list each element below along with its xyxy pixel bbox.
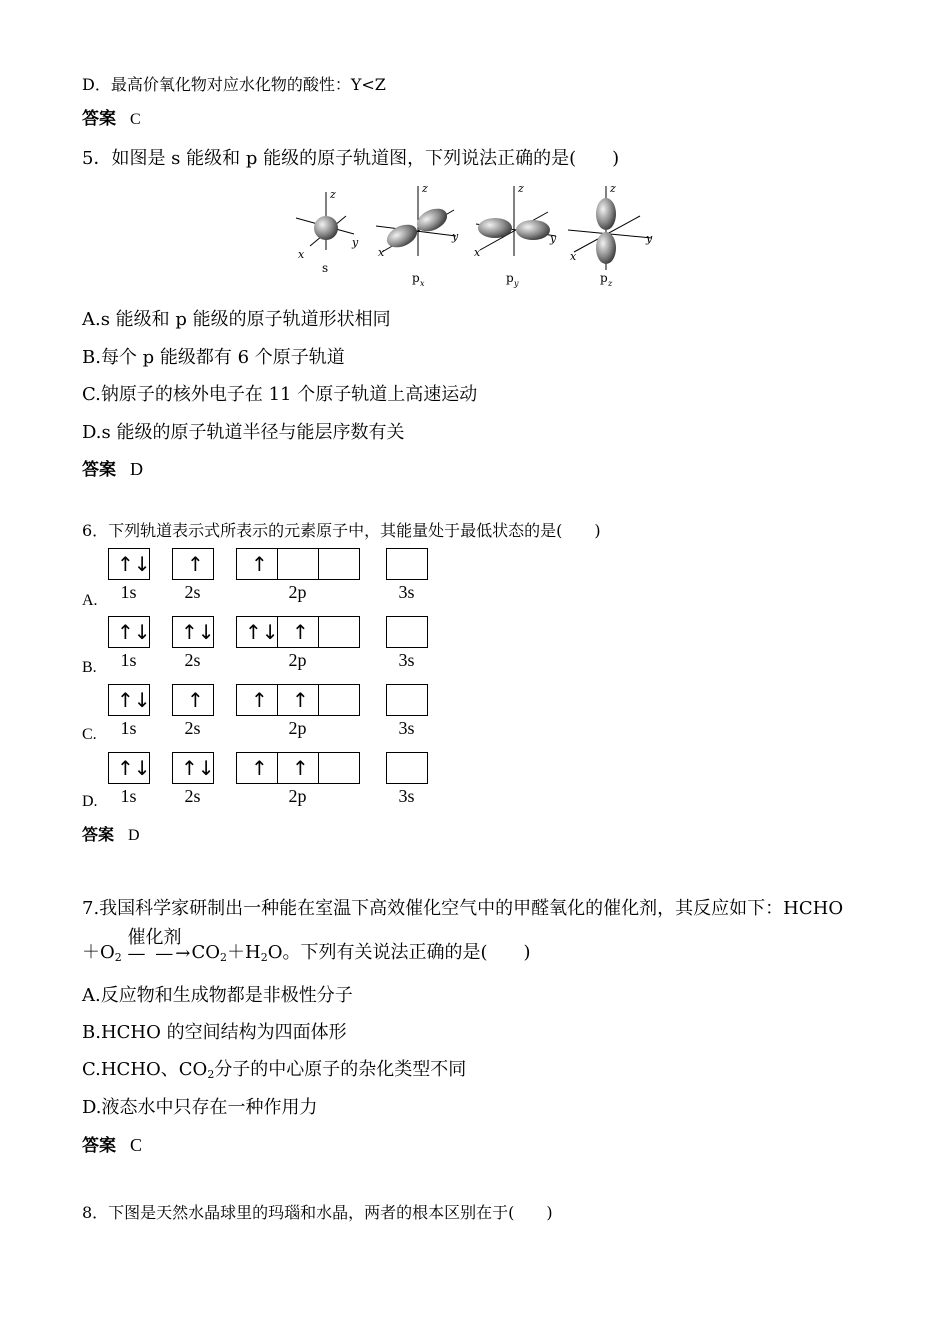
q5-option-b: B.每个 p 能级都有 6 个原子轨道 — [82, 347, 345, 368]
q4-answer — [82, 104, 141, 129]
answer-label: 答案 — [82, 109, 116, 129]
q5-option-d: D.s 能级的原子轨道半径与能层序数有关 — [82, 422, 405, 443]
svg-text:y: y — [352, 236, 359, 249]
svg-text:p: p — [412, 271, 420, 285]
orbital-box — [172, 684, 214, 716]
orbital-box — [386, 684, 428, 716]
svg-text:y: y — [550, 232, 557, 245]
orbital-box — [236, 684, 278, 716]
orbital-box-group — [108, 752, 149, 784]
catalyst-arrow: 催化剂 — —→ — [127, 927, 193, 964]
orbital-box-group — [172, 684, 213, 716]
q6-answer — [82, 822, 140, 845]
q7-option-b: B.HCHO 的空间结构为四面体形 — [82, 1022, 347, 1043]
electron-spin-arrows: ↑↓ — [245, 620, 279, 644]
svg-text:x: x — [474, 246, 481, 259]
orbital-box-group — [236, 548, 359, 580]
sublevel-label: 2p — [288, 582, 307, 602]
py-orbital-diagram — [474, 182, 557, 288]
electron-spin-arrows: ↑ — [251, 552, 268, 576]
answer-value: D — [130, 459, 143, 479]
q6-stem: 6．下列轨道表示式所表示的元素原子中，其能量处于最低状态的是( ) — [82, 521, 601, 540]
electron-spin-arrows: ↑ — [292, 756, 309, 780]
sublevel-label: 2s — [184, 786, 201, 806]
orbital-box-group — [386, 616, 427, 648]
orbital-box — [172, 548, 214, 580]
svg-text:x: x — [570, 250, 577, 263]
q7-option-d: D.液态水中只存在一种作用力 — [82, 1097, 318, 1118]
orbital-box-group — [386, 548, 427, 580]
orbital-box — [277, 548, 319, 580]
q6-option-label: B. — [82, 659, 97, 676]
electron-spin-arrows: ↑↓ — [117, 756, 151, 780]
q7-option-c: C.HCHO、$CO_2$分子的中心原子的杂化类型不同 — [82, 1059, 467, 1081]
orbital-box — [318, 752, 360, 784]
px-orbital-diagram — [376, 182, 459, 288]
svg-text:p: p — [600, 271, 608, 285]
sublevel-label: 3s — [398, 786, 415, 806]
orbital-box — [386, 548, 428, 580]
sublevel-label: 3s — [398, 718, 415, 738]
s-orbital-diagram — [296, 188, 359, 275]
orbital-box-group — [172, 548, 213, 580]
orbital-box — [277, 616, 319, 648]
sublevel-label: 2p — [288, 718, 307, 738]
sublevel-label: 1s — [120, 650, 137, 670]
orbital-box — [236, 752, 278, 784]
orbital-box — [318, 548, 360, 580]
orbital-box-group — [386, 684, 427, 716]
electron-spin-arrows: ↑↓ — [117, 552, 151, 576]
q7-stem-line2: $+O_2$ 催化剂 — —→ $CO_2+H_2O$。下列有关说法正确的是( ) — [82, 927, 531, 964]
electron-spin-arrows: ↑ — [251, 756, 268, 780]
sublevel-label: 1s — [120, 582, 137, 602]
orbital-figure — [290, 180, 670, 290]
svg-text:y: y — [514, 279, 519, 288]
q8-stem: 8．下图是天然水晶球里的玛瑙和水晶，两者的根本区别在于( ) — [82, 1203, 553, 1222]
q5-stem: 5．如图是 s 能级和 p 能级的原子轨道图，下列说法正确的是( ) — [82, 148, 620, 169]
orbital-box — [108, 548, 150, 580]
svg-text:x: x — [420, 279, 425, 288]
electron-spin-arrows: ↑ — [292, 620, 309, 644]
electron-spin-arrows: ↑ — [292, 688, 309, 712]
pz-orbital-diagram — [568, 182, 653, 288]
orbital-box — [318, 684, 360, 716]
sublevel-label: 2s — [184, 650, 201, 670]
answer-value: C — [130, 111, 141, 128]
orbital-box-group — [172, 752, 213, 784]
orbital-box-group — [236, 684, 359, 716]
orbital-diagram-row — [106, 548, 446, 604]
sublevel-label: 2s — [184, 582, 201, 602]
sublevel-label: 3s — [398, 582, 415, 602]
q7-stem-line1: 7.我国科学家研制出一种能在室温下高效催化空气中的甲醛氧化的催化剂，其反应如下：HCHO — [82, 898, 844, 919]
sublevel-label: 2p — [288, 786, 307, 806]
svg-text:z: z — [330, 188, 336, 201]
sublevel-label: 2p — [288, 650, 307, 670]
s-label: s — [322, 261, 329, 275]
orbital-box-group — [108, 616, 149, 648]
q5-answer — [82, 455, 143, 480]
answer-value: C — [130, 1135, 143, 1155]
orbital-box — [236, 548, 278, 580]
svg-text:x: x — [298, 248, 305, 261]
orbital-box-group — [108, 684, 149, 716]
electron-spin-arrows: ↑↓ — [117, 688, 151, 712]
orbital-diagram-row — [106, 752, 446, 808]
orbital-box — [108, 752, 150, 784]
electron-spin-arrows: ↑↓ — [181, 620, 215, 644]
svg-text:y: y — [452, 230, 459, 243]
orbital-box-group — [172, 616, 213, 648]
orbital-box — [236, 616, 278, 648]
electron-spin-arrows: ↑ — [187, 552, 204, 576]
svg-text:z: z — [608, 279, 613, 288]
electron-spin-arrows: ↑ — [187, 688, 204, 712]
svg-text:z: z — [422, 182, 428, 195]
svg-text:p: p — [506, 271, 514, 285]
svg-text:z: z — [518, 182, 524, 195]
q6-option-label: A. — [82, 592, 98, 609]
svg-text:x: x — [378, 246, 385, 259]
orbital-diagram-row — [106, 684, 446, 740]
sublevel-label: 1s — [120, 786, 137, 806]
svg-text:z: z — [610, 182, 616, 195]
q6-option-label: C. — [82, 726, 97, 743]
electron-spin-arrows: ↑↓ — [181, 756, 215, 780]
q5-option-c: C.钠原子的核外电子在 11 个原子轨道上高速运动 — [82, 384, 478, 405]
orbital-diagram-row — [106, 616, 446, 672]
orbital-box — [318, 616, 360, 648]
orbital-box-group — [108, 548, 149, 580]
orbital-box — [108, 684, 150, 716]
orbital-box — [172, 752, 214, 784]
sublevel-label: 2s — [184, 718, 201, 738]
orbital-box — [108, 616, 150, 648]
orbital-box — [277, 684, 319, 716]
q4-option-d: D．最高价氧化物对应水化物的酸性：Y<Z — [82, 75, 386, 94]
q5-option-a: A.s 能级和 p 能级的原子轨道形状相同 — [82, 309, 391, 330]
sublevel-label: 1s — [120, 718, 137, 738]
sublevel-label: 3s — [398, 650, 415, 670]
orbital-box-group — [236, 616, 359, 648]
electron-spin-arrows: ↑↓ — [117, 620, 151, 644]
answer-label: 答案 — [82, 460, 116, 480]
answer-label: 答案 — [82, 825, 115, 844]
electron-spin-arrows: ↑ — [251, 688, 268, 712]
orbital-box — [172, 616, 214, 648]
q7-answer — [82, 1131, 142, 1156]
orbital-box — [277, 752, 319, 784]
answer-value: D — [128, 827, 140, 844]
answer-label: 答案 — [82, 1136, 116, 1156]
orbital-box — [386, 616, 428, 648]
orbital-box — [386, 752, 428, 784]
orbital-box-group — [386, 752, 427, 784]
svg-text:y: y — [646, 232, 653, 245]
q6-option-label: D. — [82, 793, 98, 810]
q7-option-a: A.反应物和生成物都是非极性分子 — [82, 985, 353, 1006]
orbital-box-group — [236, 752, 359, 784]
